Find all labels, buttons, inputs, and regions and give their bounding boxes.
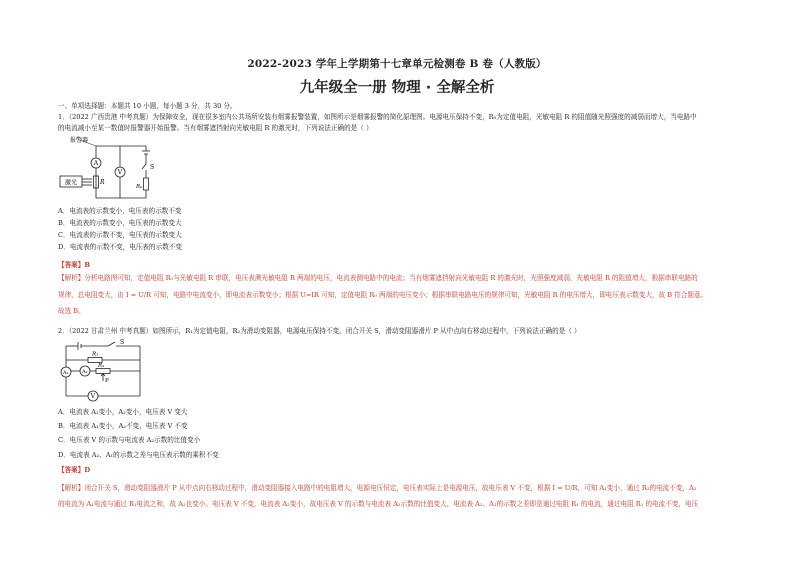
- q1-label-r0: R₀: [136, 184, 143, 190]
- document-title: 2022-2023 学年上学期第十七章单元检测卷 B 卷（人教版）: [247, 58, 547, 70]
- q1-answer: 【答案】B: [58, 261, 90, 269]
- q1-option-c: C．电流表的示数不变，电压表的示数变大: [58, 231, 182, 239]
- q2-option-b: B．电流表 A₁变小，A₂不变，电压表 V 不变: [58, 422, 188, 430]
- section-heading: 一、单项选择题：本题共 10 小题，每小题 3 分，共 30 分。: [58, 102, 237, 110]
- q1-option-b: B．电流表的示数变小，电压表的示数变大: [58, 219, 182, 227]
- q1-stem-line1: 1．（2022 广西贵港 中考真题）为保障安全，现在很多室内公共场所安装有烟雾报警装置，如图所示是烟雾报警的简化原理图。电源电压保持不变，R₀为定值电阻，光敏电阻 R 的阻值随光照强度的减弱而增大，当电路中: [58, 113, 697, 121]
- q1-label-ammeter: A: [93, 160, 99, 168]
- q1-stem-line2: 的电流减小至某一数值时报警器开始报警。当有烟雾遮挡射向光敏电阻 R 的激光时，下列说法正确的是（ ）: [58, 124, 373, 132]
- q1-label-alarm: 报警器: [70, 137, 89, 144]
- q2-explanation-line1: 【解析】闭合开关 S，滑动变阻器滑片 P 从中点向右移动过程中，滑动变阻器接入电路中的电阻增大，电源电压恒定，电压表实际上是电源电压，故电压表 V 不变，根据 I = U/R，可知 A₁变小，通过 R₂的电流不变，A₂: [58, 484, 697, 492]
- q2-label-slider: P: [105, 378, 109, 384]
- q2-option-a: A．电流表 A₁变小，A₂变小，电压表 V 变大: [58, 408, 188, 416]
- document-subtitle: 九年级全一册 物理 · 全解全析: [299, 80, 495, 96]
- q2-stem: 2．（2022 甘肃兰州 中考真题）如图所示，R₁为定值电阻，R₂为滑动变阻器，电源电压保持不变，闭合开关 S，滑动变阻器滑片 P 从中点向右移动过程中，下列说法正确的是（ ）: [58, 327, 581, 335]
- q2-option-c: C．电压表 V 的示数与电流表 A₂示数的比值变小: [58, 436, 201, 444]
- q1-circuit-diagram: [58, 136, 168, 200]
- q1-option-a: A．电流表的示数变小，电压表的示数不变: [58, 207, 182, 215]
- q1-explanation-line1: 【解析】分析电路图可知，定值电阻 R₀与光敏电阻 R 串联，电压表测光敏电阻 R 两端的电压，电流表测电路中的电流；当有烟雾遮挡射向光敏电阻 R 的激光时，光照强度减弱，光敏电阻 R 的阻值增大，根据串联电路的: [58, 274, 698, 282]
- q1-explanation-line2: 规律，总电阻变大，由 I = U/R 可知，电路中电流变小，即电流表示数变小；根据 U=IR 可知，定值电阻 R₀ 两端的电压变小；根据串联电路电压的规律可知，光敏电阻 R 的电压增大，即电压表示数变大，故 B 符合题意。: [58, 291, 708, 299]
- q2-label-a1: A₁: [63, 370, 69, 376]
- q1-label-r: R: [100, 179, 105, 186]
- q1-explanation-line3: 故选 B。: [58, 307, 85, 315]
- q2-label-r2: R₂: [98, 363, 105, 369]
- q1-option-d: D．电流表的示数不变，电压表的示数不变: [58, 243, 182, 251]
- q2-label-switch: S: [120, 339, 125, 346]
- q2-label-a2: A₂: [82, 369, 88, 375]
- q2-option-d: D．电流表 A₂、A₁的示数之差与电压表示数的乘积不变: [58, 451, 219, 459]
- q1-label-switch: S: [150, 164, 155, 171]
- q1-label-voltmeter: V: [117, 169, 123, 177]
- q2-circuit-diagram: [58, 338, 148, 404]
- q2-answer: 【答案】D: [58, 466, 91, 474]
- q2-label-voltmeter: V: [90, 393, 96, 401]
- q2-explanation-line2: 的电流为 A₁电流与通过 R₁电流之和，故 A₂也变小。电压表 V 不变，电流表 A₂变小，故电压表 V 的示数与电流表 A₂示数的比值变大，电流表 A₂、A₁的示数之差即是通过电阻 R₁ 的电流，通过电阻 R₁ 的电流不变，电压: [58, 500, 699, 508]
- q1-label-laser: 激光: [65, 179, 78, 187]
- q2-label-r1: R₁: [92, 351, 99, 358]
